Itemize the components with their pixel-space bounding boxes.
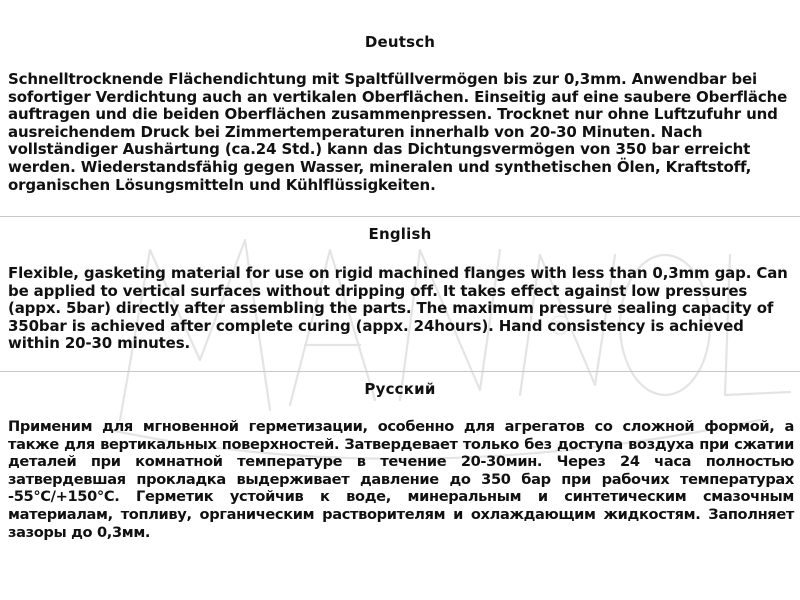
divider (0, 371, 800, 372)
section-title-russian: Русский (364, 380, 436, 398)
section-title-deutsch: Deutsch (364, 33, 436, 51)
divider (0, 216, 800, 217)
section-title-english: English (368, 225, 432, 243)
section-text-english: Flexible, gasketing material for use on rigid machined flanges with less than 0,3mm gap. Can be applied to vertical surfaces without dripping off. It takes effect against low pressures (appx. 5bar) directly after assembling the parts. The maximum pressure sealing capacity of 350bar is achieved after complete curing (appx. 24hours). Hand consistency is achieved within 20-30 minutes. (8, 264, 788, 353)
section-text-russian: Применим для мгновенной герметизации, особенно для агрегатов со сложной формой, а также для вертикальных поверхностей. Затвердевает только без доступа воздуха при сжатии деталей при комнатной температуре в течение 20-30мин. Через 24 часа полностью затвердевшая прокладка выдерживает давление до 350 бар при рабочих температурах -55°C/+150°C. Герметик устойчив к воде, минеральным и синтетическим смазочным материалам, топливу, органическим растворителям и охлаждающим жидкостям. Заполняет зазоры до 0,3мм. (8, 418, 794, 541)
section-text-deutsch: Schnelltrocknende Flächendichtung mit Spaltfüllvermögen bis zur 0,3mm. Anwendbar bei sofortiger Verdichtung auch an vertikalen Oberflächen. Einseitig auf eine saubere Oberfläche auftragen und die beiden Oberflächen zusammenpressen. Trocknet nur ohne Luftzufuhr und ausreichendem Druck bei Zimmertemperaturen innerhalb von 20-30 Minuten. Nach vollständiger Aushärtung (ca.24 Std.) kann das Dichtungsvermögen von 350 bar erreicht werden. Wiederstandsfähig gegen Wasser, mineralen und synthetischen Ölen, Kraftstoff, organischen Lösungsmitteln und Kühlflüssigkeiten. (8, 70, 788, 194)
